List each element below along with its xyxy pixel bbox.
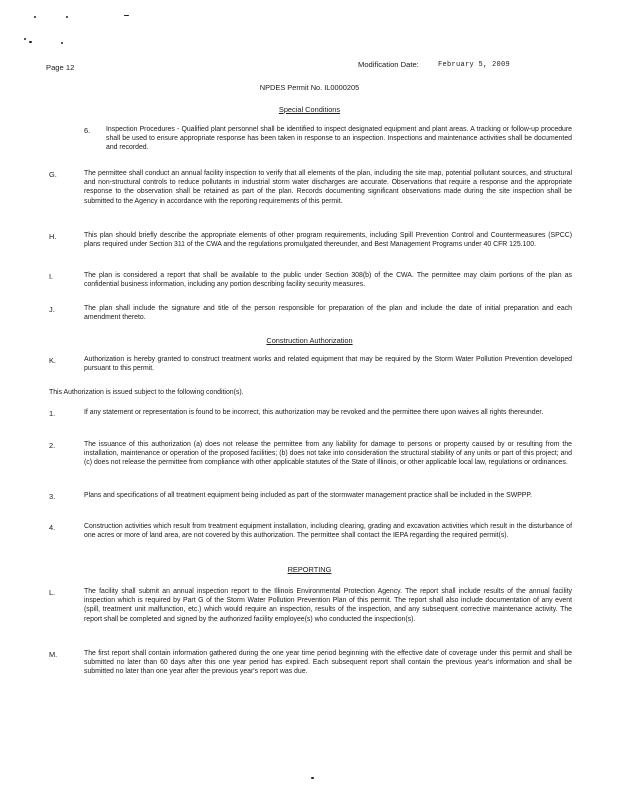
item-text: The first report shall contain information gathered during the one year time period beginning with the effective date of coverage under this permit and shall be submitted no later than 60 days after this one year period has expired. Each subsequent report shall contain the previous year's information and shall be submitted no later than one year after the previous year's report was due.	[84, 650, 572, 676]
condition-label: 4.	[49, 523, 56, 532]
scan-speck	[311, 777, 314, 779]
section-heading-special-conditions: Special Conditions	[278, 105, 341, 114]
modification-label: Modification Date:	[358, 60, 419, 69]
condition-text: If any statement or representation is found to be incorrect, this authorization may be revoked and the permittee there upon waives all rights thereunder.	[84, 409, 544, 416]
scan-speck	[124, 15, 129, 16]
condition-text: The issuance of this authorization (a) does not release the permittee from any liability for damage to persons or property caused by or resulting from the installation, maintenance or operation of the proposed facilities; (b) does not take into consideration the structural stability of any units or part of this project; and (c) does not release the permittee from compliance with other applicable statutes of the State of Illinois, or other applicable local law, regulations or ordinances.	[84, 441, 572, 467]
section-heading-reporting: REPORTING	[287, 565, 332, 574]
item-text: The plan shall include the signature and title of the person responsible for preparation of the plan and include the date of initial preparation and each amendment thereto.	[84, 305, 572, 322]
condition-text: Plans and specifications of all treatment equipment being included as part of the stormwater management practice shall be included in the SWPPP.	[84, 492, 533, 499]
scan-speck	[34, 16, 36, 18]
item-label: I.	[49, 272, 54, 281]
condition-text: Construction activities which result from treatment equipment installation, including clearing, grading and excavation activities which result in the disturbance of one acres or more of land area, are not covered by this authorization. The permittee shall contact the IEPA regarding the required permit(s).	[84, 523, 572, 540]
condition-label: 3.	[49, 492, 56, 501]
item-label: H.	[49, 232, 57, 241]
item-text: The plan is considered a report that shall be available to the public under Section 308(b) of the CWA. The permittee may claim portions of the plan as confidential business information, including any portion describing facility security measures.	[84, 272, 572, 289]
authorization-intro: This Authorization is issued subject to the following condition(s).	[49, 389, 244, 396]
item-label: K.	[49, 356, 56, 365]
item-text: The permittee shall conduct an annual facility inspection to verify that all elements of the plan, including the site map, potential pollutant sources, and structural and non-structural controls to reduce pollutants in industrial storm water discharges are accurate. Observations that require a response and the appropriate response to the observation shall be retained as part of the plan. Records documenting significant observations made during the site inspection shall be submitted to the Agency in accordance with the reporting requirements of this permit.	[84, 170, 572, 205]
item-label: M.	[49, 650, 58, 659]
item-label: J.	[49, 305, 55, 314]
scan-speck	[66, 16, 68, 18]
item-label: 6.	[84, 126, 91, 135]
item-text: The facility shall submit an annual inspection report to the Illinois Environmental Protection Agency. The report shall include results of the annual facility inspection which is required by Part G of the Storm Water Pollution Prevention Plan of this permit. The report shall also include documentation of any event (spill, treatment unit malfunction, etc.) which would require an inspection, results of the inspection, and any subsequent corrective maintenance activity. The report shall be completed and signed by the authorized facility employee(s) who conducted the inspection(s).	[84, 588, 572, 623]
item-text: Inspection Procedures - Qualified plant personnel shall be identified to inspect designated equipment and plant areas. A tracking or follow-up procedure shall be used to ensure appropriate response has been taken in response to an inspection. Inspections and maintenance activities shall be documented and recorded.	[106, 126, 572, 152]
modification-date: February 5, 2009	[438, 61, 511, 69]
section-heading-construction-authorization: Construction Authorization	[266, 336, 353, 345]
scan-speck	[29, 41, 32, 43]
item-text: This plan should briefly describe the appropriate elements of other program requirements, including Spill Prevention Control and Countermeasures (SPCC) plans required under Section 311 of the CWA and the regulations promulgated thereunder, and Best Management Programs under 40 CFR 125.100.	[84, 232, 572, 249]
condition-label: 1.	[49, 409, 56, 418]
scan-speck	[24, 38, 26, 40]
item-label: G.	[49, 170, 57, 179]
scan-speck	[61, 42, 63, 44]
condition-label: 2.	[49, 441, 56, 450]
permit-title: NPDES Permit No. IL0000205	[259, 83, 360, 92]
page-number: Page 12	[46, 63, 75, 72]
item-text: Authorization is hereby granted to construct treatment works and related equipment that may be required by the Storm Water Pollution Prevention developed pursuant to this permit.	[84, 356, 572, 373]
item-label: L.	[49, 588, 56, 597]
